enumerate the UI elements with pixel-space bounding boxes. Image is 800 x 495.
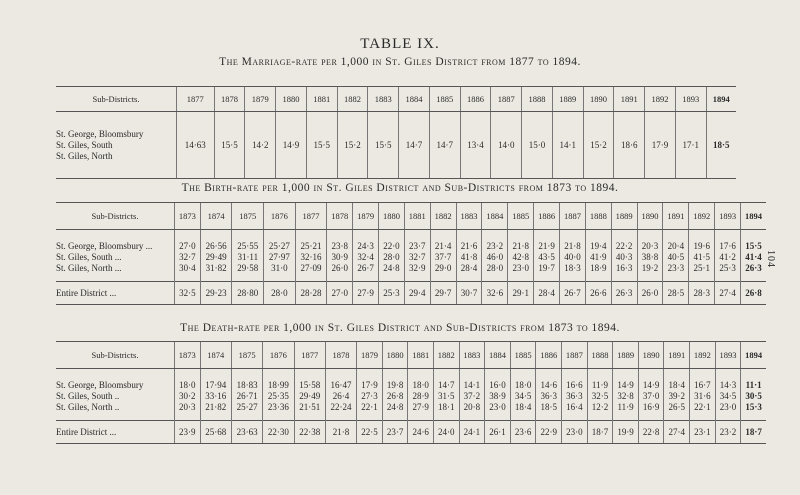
rate-cell: 23·0 <box>485 401 511 412</box>
rate-cell: 24·8 <box>382 401 408 412</box>
rate-cell: 46·0 <box>482 251 508 262</box>
rate-cell: 21·51 <box>294 401 325 412</box>
total-cell: 26·3 <box>611 282 637 305</box>
rate-cell: 16·0 <box>485 379 511 390</box>
rate-cell: 37·0 <box>638 390 664 401</box>
rate-cell: 20·4 <box>663 240 689 251</box>
rate-cell: 28·4 <box>456 262 482 273</box>
year-header: 1878 <box>327 203 353 230</box>
total-cell: 32·5 <box>175 282 201 305</box>
total-cell: 24·6 <box>408 421 434 444</box>
rate-cell: 32·9 <box>404 262 430 273</box>
year-header: 1880 <box>382 342 408 369</box>
rate-cell: 11·9 <box>587 379 613 390</box>
rate-cell: 31·0 <box>264 262 296 273</box>
rate-cell: 15·3 <box>741 401 766 412</box>
rate-cell: 29·49 <box>294 390 325 401</box>
year-header: 1889 <box>613 342 639 369</box>
year-header: 1894 <box>741 203 766 230</box>
total-row <box>56 282 766 305</box>
year-header: 1876 <box>264 203 296 230</box>
rate-cell: 16·3 <box>611 262 637 273</box>
year-header: 1889 <box>552 87 583 112</box>
page-number: 104 <box>765 250 776 268</box>
year-header: 1884 <box>485 342 511 369</box>
year-header: 1885 <box>510 342 536 369</box>
rate-cell: 14·9 <box>613 379 639 390</box>
rate-cell: 18·6 <box>614 112 645 179</box>
year-header: 1892 <box>690 342 716 369</box>
year-header: 1892 <box>689 203 715 230</box>
rate-cell: 17·9 <box>357 379 383 390</box>
rate-cell: 14·9 <box>638 379 664 390</box>
total-cell: 23·7 <box>382 421 408 444</box>
total-cell: 28·80 <box>232 282 264 305</box>
year-header: 1888 <box>585 203 611 230</box>
rate-cell: 25·27 <box>231 401 262 412</box>
rate-cell: 27·0 <box>175 240 201 251</box>
rate-cell: 27·97 <box>264 251 296 262</box>
total-cell: 18·7 <box>741 421 766 444</box>
rate-cell: 36·3 <box>536 390 562 401</box>
sub-district-name: St. George, Bloomsbury <box>56 128 144 139</box>
table-row <box>56 251 766 262</box>
rate-cell: 17·1 <box>675 112 706 179</box>
year-header: 1873 <box>175 342 201 369</box>
table-row <box>56 401 766 412</box>
rate-cell: 26·5 <box>664 401 690 412</box>
table-row <box>56 390 766 401</box>
rate-cell: 37·2 <box>459 390 485 401</box>
year-header: 1885 <box>508 203 534 230</box>
total-cell: 27·0 <box>327 282 353 305</box>
total-cell: 24·1 <box>459 421 485 444</box>
year-header: 1888 <box>522 87 553 112</box>
total-cell: 23·6 <box>510 421 536 444</box>
sub-districts-header: Sub-Districts. <box>56 342 175 369</box>
rate-cell: 32·8 <box>613 390 639 401</box>
rate-cell: 33·16 <box>200 390 231 401</box>
total-cell: 25·3 <box>379 282 405 305</box>
total-cell: 24·0 <box>434 421 460 444</box>
rate-cell: 21·8 <box>508 240 534 251</box>
marriage-caption: The Marriage-rate per 1,000 in St. Giles District from 1877 to 1894. <box>219 56 581 68</box>
sub-district-name: St. Giles, South <box>56 139 113 150</box>
sub-district-name: St. Giles, South ... <box>56 251 122 262</box>
rate-cell: 23·8 <box>327 240 353 251</box>
rate-cell: 32·5 <box>587 390 613 401</box>
rate-cell: 21·9 <box>534 240 560 251</box>
year-header: 1891 <box>614 87 645 112</box>
rate-cell: 26·4 <box>325 390 356 401</box>
rate-cell: 38·8 <box>637 251 663 262</box>
rate-cell: 18·0 <box>175 379 201 390</box>
rate-cell: 25·21 <box>295 240 327 251</box>
year-header: 1875 <box>231 342 262 369</box>
rate-cell: 17·9 <box>645 112 676 179</box>
table-row <box>56 112 736 179</box>
year-header: 1874 <box>200 203 232 230</box>
rate-cell: 32·7 <box>175 251 201 262</box>
total-cell: 28·0 <box>264 282 296 305</box>
total-cell: 27·9 <box>353 282 379 305</box>
year-header: 1878 <box>214 87 245 112</box>
rate-cell: 26·3 <box>741 262 766 273</box>
total-cell: 29·4 <box>404 282 430 305</box>
year-header: 1880 <box>379 203 405 230</box>
spacer-row <box>56 412 766 421</box>
rate-cell: 14·2 <box>245 112 276 179</box>
rate-cell: 20·3 <box>175 401 201 412</box>
total-cell: 29·23 <box>200 282 232 305</box>
year-header: 1890 <box>638 342 664 369</box>
rate-cell: 40·0 <box>560 251 586 262</box>
total-cell: 32·6 <box>482 282 508 305</box>
year-header: 1879 <box>353 203 379 230</box>
rate-cell: 14·7 <box>429 112 460 179</box>
year-header: 1893 <box>675 87 706 112</box>
year-header: 1875 <box>232 203 264 230</box>
rate-cell: 28·9 <box>408 390 434 401</box>
year-header: 1892 <box>645 87 676 112</box>
year-header: 1877 <box>295 203 327 230</box>
total-cell: 22·38 <box>294 421 325 444</box>
rate-cell: 15·5 <box>741 240 766 251</box>
rate-cell: 20·3 <box>637 240 663 251</box>
total-cell: 19·9 <box>613 421 639 444</box>
rate-cell: 17·6 <box>715 240 741 251</box>
year-header: 1881 <box>408 342 434 369</box>
rate-cell: 19·8 <box>382 379 408 390</box>
total-cell: 22·5 <box>357 421 383 444</box>
spacer-row <box>56 230 766 241</box>
rate-cell: 25·3 <box>715 262 741 273</box>
year-header: 1894 <box>706 87 736 112</box>
year-header: 1878 <box>325 342 356 369</box>
year-header: 1874 <box>200 342 231 369</box>
year-header: 1889 <box>611 203 637 230</box>
year-header: 1887 <box>560 203 586 230</box>
rate-cell: 25·55 <box>232 240 264 251</box>
rate-cell: 15·58 <box>294 379 325 390</box>
rate-cell: 25·1 <box>689 262 715 273</box>
rate-cell: 32·7 <box>404 251 430 262</box>
rate-cell: 21·4 <box>430 240 456 251</box>
year-header: 1877 <box>294 342 325 369</box>
rate-cell: 16·4 <box>562 401 588 412</box>
rate-cell: 38·9 <box>485 390 511 401</box>
rate-cell: 22·1 <box>690 401 716 412</box>
rate-cell: 23·36 <box>263 401 294 412</box>
rate-cell: 26·0 <box>327 262 353 273</box>
rate-cell: 18·0 <box>408 379 434 390</box>
rate-cell: 18·83 <box>231 379 262 390</box>
total-cell: 23·1 <box>690 421 716 444</box>
total-cell: 22·8 <box>638 421 664 444</box>
rate-cell: 25·27 <box>264 240 296 251</box>
rate-cell: 14·7 <box>434 379 460 390</box>
rate-cell: 27·3 <box>357 390 383 401</box>
total-cell: 21·8 <box>325 421 356 444</box>
rate-cell: 42·8 <box>508 251 534 262</box>
year-header: 1883 <box>456 203 482 230</box>
rate-cell: 27·9 <box>408 401 434 412</box>
rate-cell: 14·3 <box>715 379 741 390</box>
rate-cell: 28·0 <box>379 251 405 262</box>
rate-cell: 31·82 <box>200 262 232 273</box>
header-row <box>56 87 736 112</box>
rate-cell: 15·2 <box>337 112 368 179</box>
rate-cell: 26·8 <box>382 390 408 401</box>
rate-cell: 39·2 <box>664 390 690 401</box>
rate-cell: 18·4 <box>664 379 690 390</box>
rate-cell: 15·0 <box>522 112 553 179</box>
rate-cell: 19·2 <box>637 262 663 273</box>
year-header: 1890 <box>583 87 614 112</box>
rate-cell: 18·1 <box>434 401 460 412</box>
table-title: TABLE IX. <box>360 36 440 52</box>
rate-cell: 25·35 <box>263 390 294 401</box>
rate-cell: 41·9 <box>585 251 611 262</box>
sub-district-name: St. Giles, North .. <box>56 401 120 412</box>
rate-cell: 16·6 <box>562 379 588 390</box>
rate-cell: 41·8 <box>456 251 482 262</box>
rate-cell: 16·9 <box>638 401 664 412</box>
rate-cell: 16·7 <box>690 379 716 390</box>
year-header: 1886 <box>534 203 560 230</box>
rate-cell: 18·99 <box>263 379 294 390</box>
total-cell: 23·0 <box>562 421 588 444</box>
total-cell: 25·68 <box>200 421 231 444</box>
total-cell: 30·7 <box>456 282 482 305</box>
rate-cell: 24·8 <box>379 262 405 273</box>
death-caption: The Death-rate per 1,000 in St. Giles District and Sub-Districts from 1873 to 1894. <box>180 322 620 334</box>
rate-cell: 15·5 <box>368 112 399 179</box>
entire-district-label: Entire District ... <box>56 282 175 305</box>
total-row <box>56 421 766 444</box>
rate-cell: 24·3 <box>353 240 379 251</box>
rate-cell: 18·5 <box>706 112 736 179</box>
total-cell: 18·7 <box>587 421 613 444</box>
rate-cell: 26·7 <box>353 262 379 273</box>
total-cell: 27·4 <box>715 282 741 305</box>
rate-cell: 26·56 <box>200 240 232 251</box>
year-header: 1881 <box>306 87 337 112</box>
rate-cell: 21·8 <box>560 240 586 251</box>
rate-cell: 23·3 <box>663 262 689 273</box>
rate-cell: 15·5 <box>306 112 337 179</box>
rate-cell: 30·2 <box>175 390 201 401</box>
rate-cell: 31·5 <box>434 390 460 401</box>
sub-district-name: St. Giles, North ... <box>56 262 122 273</box>
year-header: 1879 <box>245 87 276 112</box>
rate-cell: 18·9 <box>585 262 611 273</box>
total-cell: 28·5 <box>663 282 689 305</box>
year-header: 1884 <box>482 203 508 230</box>
entire-district-label: Entire District ... <box>56 421 175 444</box>
year-header: 1894 <box>741 342 766 369</box>
rate-cell: 31·11 <box>232 251 264 262</box>
rate-cell: 31·6 <box>690 390 716 401</box>
year-header: 1887 <box>562 342 588 369</box>
rate-cell: 14·1 <box>459 379 485 390</box>
rate-cell: 22·0 <box>379 240 405 251</box>
rate-cell: 18·0 <box>510 379 536 390</box>
rate-cell: 32·16 <box>295 251 327 262</box>
rate-cell: 14·7 <box>399 112 430 179</box>
total-cell: 28·3 <box>689 282 715 305</box>
rate-cell: 34·5 <box>715 390 741 401</box>
rate-cell: 12·2 <box>587 401 613 412</box>
rate-cell: 34·5 <box>510 390 536 401</box>
year-header: 1886 <box>536 342 562 369</box>
rate-cell: 19·7 <box>534 262 560 273</box>
rate-cell: 17·94 <box>200 379 231 390</box>
year-header: 1881 <box>404 203 430 230</box>
rate-cell: 30·9 <box>327 251 353 262</box>
death-rate-table <box>56 341 766 444</box>
rate-cell: 40·3 <box>611 251 637 262</box>
total-cell: 23·63 <box>231 421 262 444</box>
total-cell: 26·8 <box>741 282 766 305</box>
total-cell: 22·9 <box>536 421 562 444</box>
year-header: 1880 <box>276 87 307 112</box>
rate-cell: 18·3 <box>560 262 586 273</box>
year-header: 1891 <box>663 203 689 230</box>
rate-cell: 27·09 <box>295 262 327 273</box>
rate-cell: 15·2 <box>583 112 614 179</box>
table-row <box>56 379 766 390</box>
total-cell: 26·1 <box>485 421 511 444</box>
year-header: 1890 <box>637 203 663 230</box>
rate-cell: 20·8 <box>459 401 485 412</box>
total-cell: 29·7 <box>430 282 456 305</box>
year-header: 1882 <box>434 342 460 369</box>
rate-cell: 28·0 <box>482 262 508 273</box>
sub-district-name: St. George, Bloomsbury <box>56 379 144 390</box>
header-row <box>56 342 766 369</box>
total-cell: 27·4 <box>664 421 690 444</box>
year-header: 1883 <box>368 87 399 112</box>
sub-districts-header: Sub-Districts. <box>56 203 175 230</box>
rate-cell: 40·5 <box>663 251 689 262</box>
rate-cell: 15·5 <box>214 112 245 179</box>
rate-cell: 14·6 <box>536 379 562 390</box>
total-cell: 23·9 <box>175 421 201 444</box>
rate-cell: 23·0 <box>508 262 534 273</box>
rate-cell: 16·47 <box>325 379 356 390</box>
rate-cell: 19·4 <box>585 240 611 251</box>
year-header: 1891 <box>664 342 690 369</box>
rate-cell: 23·7 <box>404 240 430 251</box>
rate-cell: 14·1 <box>552 112 583 179</box>
rate-cell: 18·5 <box>536 401 562 412</box>
rate-cell: 14·63 <box>177 112 215 179</box>
rate-cell: 11·1 <box>741 379 766 390</box>
rate-cell: 29·0 <box>430 262 456 273</box>
table-row <box>56 262 766 273</box>
rate-cell: 23·0 <box>715 401 741 412</box>
rate-cell: 23·2 <box>482 240 508 251</box>
rate-cell: 13·4 <box>460 112 491 179</box>
year-header: 1886 <box>460 87 491 112</box>
table-row <box>56 240 766 251</box>
rate-cell: 26·71 <box>231 390 262 401</box>
year-header: 1885 <box>429 87 460 112</box>
year-header: 1876 <box>263 342 294 369</box>
spacer-row <box>56 273 766 282</box>
sub-district-name: St. Giles, South .. <box>56 390 120 401</box>
rate-cell: 37·7 <box>430 251 456 262</box>
rate-cell: 29·49 <box>200 251 232 262</box>
year-header: 1879 <box>357 342 383 369</box>
birth-rate-table <box>56 202 766 305</box>
rate-cell: 29·58 <box>232 262 264 273</box>
rate-cell: 18·4 <box>510 401 536 412</box>
sub-district-name: St. Giles, North <box>56 150 113 161</box>
rate-cell: 22·1 <box>357 401 383 412</box>
total-cell: 26·0 <box>637 282 663 305</box>
rate-cell: 36·3 <box>562 390 588 401</box>
total-cell: 28·4 <box>534 282 560 305</box>
rate-cell: 21·82 <box>200 401 231 412</box>
birth-caption: The Birth-rate per 1,000 in St. Giles District and Sub-Districts from 1873 to 1894. <box>181 182 619 194</box>
total-cell: 29·1 <box>508 282 534 305</box>
rate-cell: 41·2 <box>715 251 741 262</box>
rate-cell: 22·2 <box>611 240 637 251</box>
sub-district-name: St. George, Bloomsbury ... <box>56 240 153 251</box>
year-header: 1883 <box>459 342 485 369</box>
total-cell: 26·6 <box>585 282 611 305</box>
year-header: 1882 <box>430 203 456 230</box>
rate-cell: 41·5 <box>689 251 715 262</box>
spacer-row <box>56 369 766 380</box>
year-header: 1884 <box>399 87 430 112</box>
year-header: 1893 <box>715 203 741 230</box>
total-cell: 28·28 <box>295 282 327 305</box>
year-header: 1893 <box>715 342 741 369</box>
total-cell: 22·30 <box>263 421 294 444</box>
sub-districts-header: Sub-Districts. <box>56 87 177 112</box>
rate-cell: 32·4 <box>353 251 379 262</box>
rate-cell: 19·6 <box>689 240 715 251</box>
rate-cell: 30·4 <box>175 262 201 273</box>
total-cell: 23·2 <box>715 421 741 444</box>
total-cell: 26·7 <box>560 282 586 305</box>
year-header: 1882 <box>337 87 368 112</box>
year-header: 1888 <box>587 342 613 369</box>
rate-cell: 11·9 <box>613 401 639 412</box>
rate-cell: 14·9 <box>276 112 307 179</box>
rate-cell: 14·0 <box>491 112 522 179</box>
rate-cell: 41·4 <box>741 251 766 262</box>
sub-district-names <box>56 112 177 179</box>
year-header: 1877 <box>177 87 215 112</box>
rate-cell: 21·6 <box>456 240 482 251</box>
header-row <box>56 203 766 230</box>
rate-cell: 43·5 <box>534 251 560 262</box>
rate-cell: 30·5 <box>741 390 766 401</box>
year-header: 1873 <box>175 203 201 230</box>
year-header: 1887 <box>491 87 522 112</box>
rate-cell: 22·24 <box>325 401 356 412</box>
marriage-rate-table <box>56 86 736 179</box>
